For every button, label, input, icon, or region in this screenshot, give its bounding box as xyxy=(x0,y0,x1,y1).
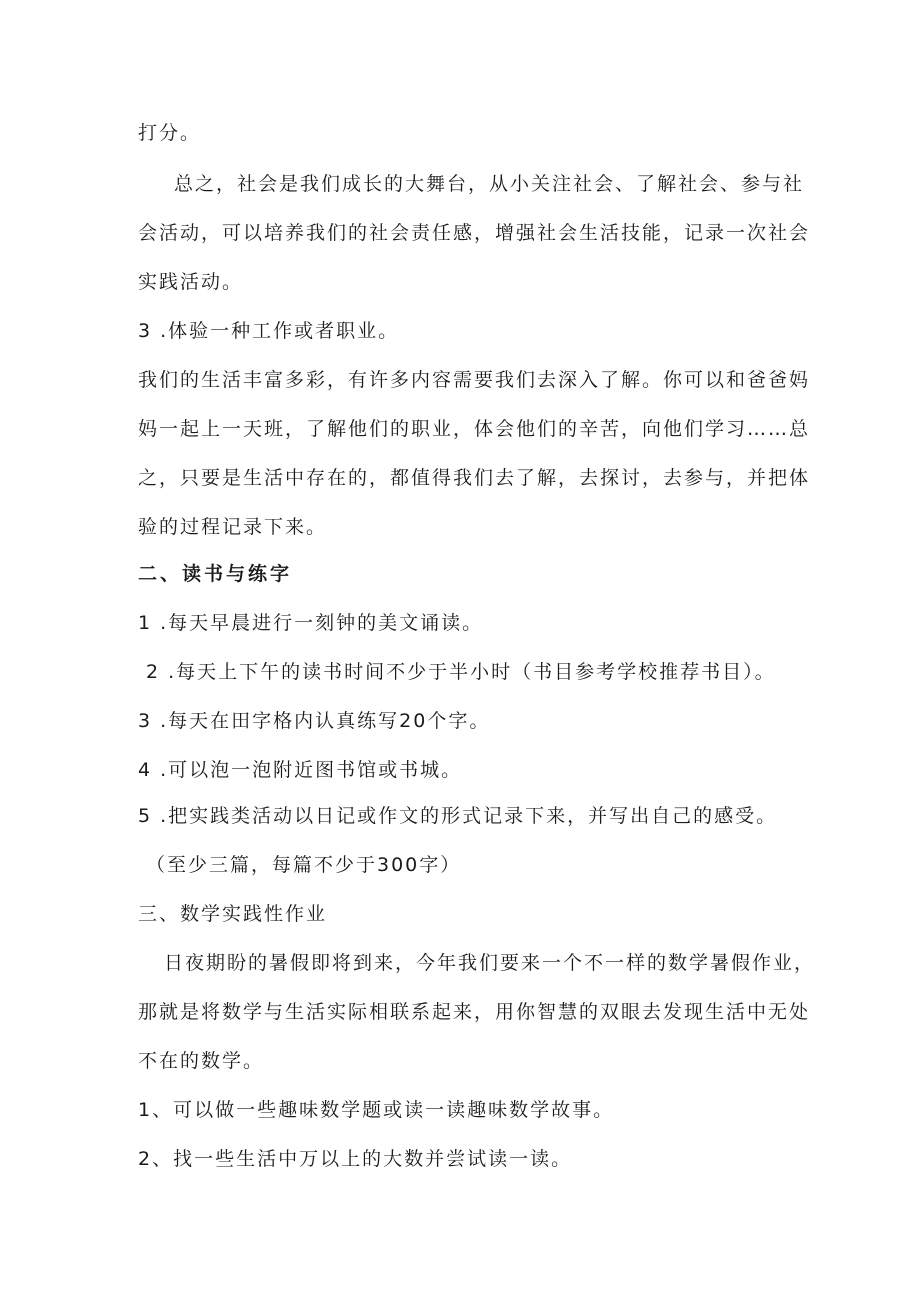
list-item-3: 3 .体验一种工作或者职业。 xyxy=(138,320,400,342)
paragraph-math-line-1: 日夜期盼的暑假即将到来，今年我们要来一个不一样的数学暑假作业， xyxy=(164,952,816,974)
reading-item-4: 4 .可以泡一泡附近图书馆或书城。 xyxy=(138,759,463,781)
paragraph-life-line-1: 我们的生活丰富多彩，有许多内容需要我们去深入了解。你可以和爸爸妈 xyxy=(138,369,811,391)
paragraph-life-line-3: 之，只要是生活中存在的，都值得我们去了解，去探讨，去参与，并把体 xyxy=(138,467,811,489)
reading-item-1: 1 .每天早晨进行一刻钟的美文诵读。 xyxy=(138,612,484,634)
text-line: 打分。 xyxy=(138,122,202,144)
reading-item-3: 3 .每天在田字格内认真练写20个字。 xyxy=(138,710,491,732)
math-item-1: 1、可以做一些趣味数学题或读一读趣味数学故事。 xyxy=(138,1099,615,1121)
section-heading-reading: 二、读书与练字 xyxy=(138,563,293,585)
paragraph-summary-line-2: 会活动，可以培养我们的社会责任感，增强社会生活技能，记录一次社会 xyxy=(138,222,811,244)
reading-item-5: 5 .把实践类活动以日记或作文的形式记录下来，并写出自己的感受。 xyxy=(138,805,778,827)
reading-item-5-note: （至少三篇，每篇不少于300字） xyxy=(146,854,462,876)
paragraph-life-line-4: 验的过程记录下来。 xyxy=(138,516,328,538)
paragraph-summary-line-1: 总之，社会是我们成长的大舞台，从小关注社会、了解社会、参与社 xyxy=(174,173,805,195)
reading-item-2: 2 .每天上下午的读书时间不少于半小时（书目参考学校推荐书目）。 xyxy=(146,661,776,683)
math-item-2: 2、找一些生活中万以上的大数并尝试读一读。 xyxy=(138,1148,573,1170)
paragraph-math-line-2: 那就是将数学与生活实际相联系起来，用你智慧的双眼去发现生活中无处 xyxy=(138,1001,811,1023)
paragraph-math-line-3: 不在的数学。 xyxy=(138,1050,265,1072)
section-heading-math: 三、数学实践性作业 xyxy=(138,903,328,925)
paragraph-life-line-2: 妈一起上一天班，了解他们的职业，体会他们的辛苦，向他们学习……总 xyxy=(138,418,811,440)
paragraph-summary-line-3: 实践活动。 xyxy=(138,271,244,293)
